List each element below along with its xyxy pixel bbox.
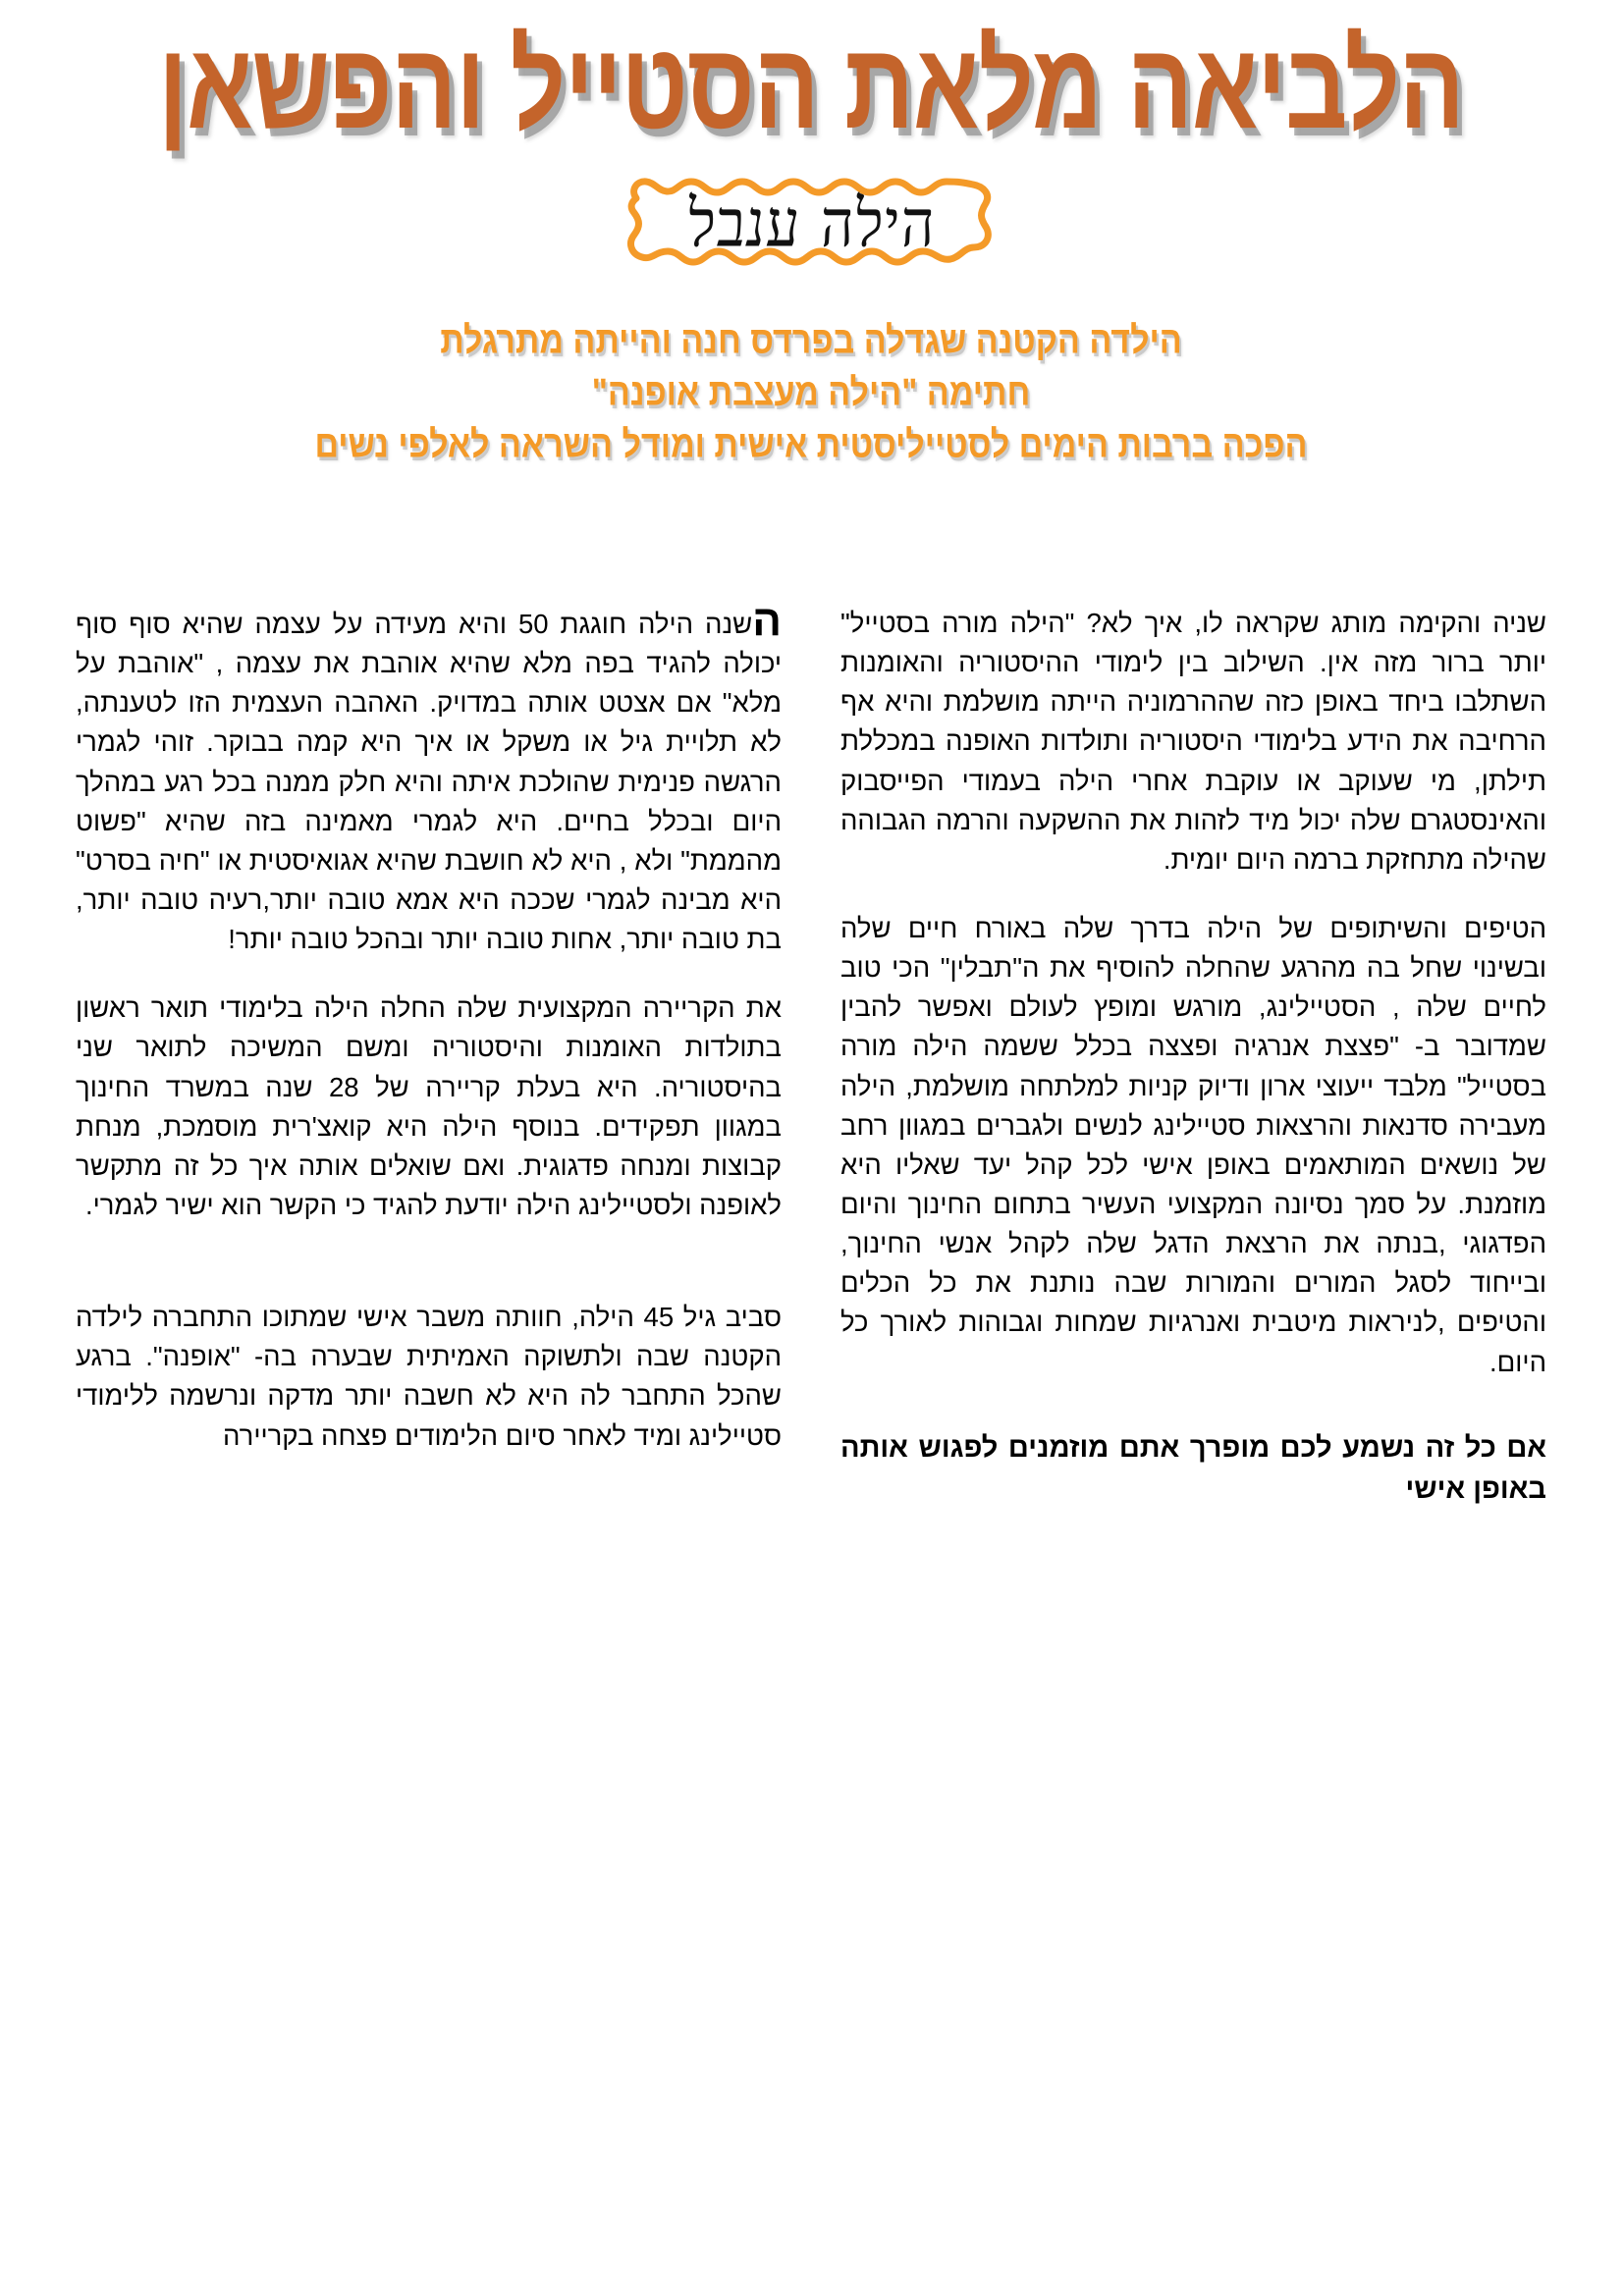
paragraph: סביב גיל 45 הילה, חוותה משבר אישי שמתוכו התחברה לילדה הקטנה שבה ולתשוקה האמיתית שבערה בה- "אופנה". ברגע שהכל התחבר לה היא לא חשבה יותר מדקה ונרשמה ללימודי סטיילינג ומיד לאחר סיום הלימודים פצחה בקריירה	[77, 1302, 783, 1451]
column-right	[77, 597, 783, 2272]
logo-script-name: הילה ענבל	[683, 185, 941, 263]
logo-area	[0, 169, 1624, 283]
masthead	[0, 0, 1624, 155]
deck-line-3: הפכה ברבות הימים לסטייליסטית אישית ומודל השראה לאלפי נשים	[315, 423, 1309, 467]
lead-paragraph	[77, 597, 783, 959]
deck-line-1: הילדה הקטנה שגדלה בפרדס חנה והייתה מתרגלת	[441, 319, 1183, 362]
subtitle-deck	[0, 316, 1624, 465]
column-left	[841, 604, 1547, 2272]
paragraph: שניה והקימה מותג שקראה לו, איך לא? "הילה מורה בסטייל" יותר ברור מזה אין. השילוב בין לימודי ההיסטוריה והאומנות השתלבו ביחד באופן כזה שההרמוניה הייתה מושלמת והיא אף הרחיבה את הידע בלימודי היסטוריה ותולדות האופנה במכללת תילתן, מי שעוקב או עוקבת אחרי הילה בעמודי הפייסבוק והאינסטגרם שלה יכול מיד לזהות את ההשקעה והרמה הגבוהה שהילה מתחזקת ברמה היום יומית.	[841, 608, 1547, 875]
drop-cap: ה	[753, 597, 783, 645]
paragraph: הטיפים והשיתופים של הילה בדרך שלה באורח חיים שלה ובשינוי שחל בה מהרגע שהחלה להוסיף את ה"תבלין" הכי טוב לחיים שלה , הסטיילינג, מורגש ומופץ לעולם ואפשר להבין שמדובר ב- "פצצת אנרגיה ופצצה בכלל ששמה הילה מורה בסטייל" מלבד ייעוצי ארון ודיוק קניות למלתחה מושלמת, הילה מעבירה סדנאות והרצאות סטיילינג לנשים ולגברים במגוון רחב של נושאים המותאמים באופן אישי לכל קהל יעד שאליו היא מוזמנת. על סמך נסיונה המקצועי העשיר בתחום החינוך והיום הפדגוגי ,בנתה את הרצאת הדגל שלה לקהל אנשי החינוך, ובייחוד לסגל המורים והמורות שבה נותנת את כל הכלים והטיפים ,לניראות מיטבית ואנרגיות שמחות וגבוהות לאורך כל היום.	[841, 912, 1547, 1377]
closing-callout: אם כל זה נשמע לכם מופרך אתם מוזמנים לפגוש אותה באופן אישי	[841, 1431, 1547, 1505]
deck-line-2: חתימה "הילה מעצבת אופנה"	[592, 371, 1032, 414]
masthead-title: הלביאה מלאת הסטייל והפשאן	[159, 18, 1465, 155]
paragraph: את הקריירה המקצועית שלה החלה הילה בלימודי תואר ראשון בתולדות האומנות והיסטוריה ומשם המשיכה לתואר שני בהיסטוריה. היא בעלת קריירה של 28 שנה במשרד החינוך במגוון תפקידים. בנוסף הילה היא קואצ'רית מוסמכת, מנחת קבוצות ומנחה פדגוגית. ואם שואלים אותה איך כל זה מתקשר לאופנה ולסטיילינג הילה יודעת להגיד כי הקשר הוא ישיר לגמרי.	[77, 992, 783, 1220]
lead-paragraph-text: שנה הילה חוגגת 50 והיא מעידה על עצמה שהיא סוף סוף יכולה להגיד בפה מלא שהיא אוהבת את עצמה , "אוהבת על מלא" אם אצטט אותה במדויק. האהבה העצמית הזו לטענתה, לא תלויית גיל או משקל או איך היא קמה בבוקר. זוהי לגמרי הרגשה פנימית שהולכת איתה והיא חלק ממנה בכל רגע במהלך היום ובכלל בחיים. היא לגמרי מאמינה בזה שהיא "פשוט מהממת" ולא , היא לא חושבת שהיא אגואיסטית או "חיה בסרט" היא מבינה לגמרי שככה היא אמא טובה יותר,רעיה טובה יותר, בת טובה יותר, אחות טובה יותר ובהכל טובה יותר!	[77, 609, 783, 955]
logo-badge	[623, 169, 1001, 275]
article-body	[77, 597, 1547, 2272]
